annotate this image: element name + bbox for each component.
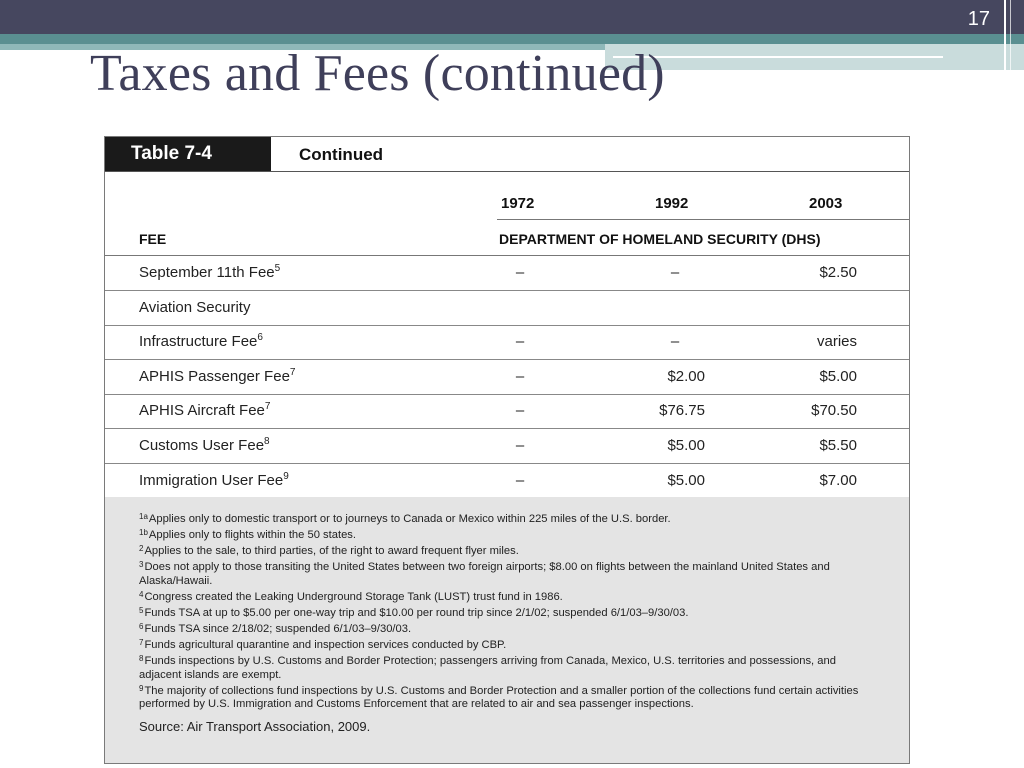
cell-2003: $70.50	[811, 402, 857, 420]
footnote-mark: 1b	[139, 528, 148, 538]
year-1972: 1972	[501, 195, 535, 212]
cell-2003: $2.50	[819, 264, 857, 281]
fee-name	[139, 437, 270, 454]
cell-1992: $2.00	[667, 367, 705, 385]
footnote-text: Funds TSA at up to $5.00 per one-way trip and $10.00 per round trip since 2/1/02; suspended 6/1/03–9/30/03.	[144, 606, 689, 619]
footnote	[139, 655, 881, 682]
fee-name	[139, 333, 263, 350]
cell-1992: $5.00	[667, 471, 705, 489]
fee-name	[139, 472, 289, 489]
cell-1972: –	[515, 367, 525, 385]
year-2003: 2003	[809, 195, 843, 212]
cell-1972: –	[515, 471, 525, 489]
footnote-mark: 2	[139, 544, 144, 554]
footnote	[139, 685, 881, 712]
cell-1992: $5.00	[667, 437, 705, 454]
cell-2003: $5.00	[819, 367, 857, 385]
table-row	[105, 394, 909, 429]
footnote-text: Applies to the sale, to third parties, of the right to award frequent flyer miles.	[144, 545, 519, 558]
footnote-marker: 6	[257, 332, 263, 344]
footnote-text: Does not apply to those transiting the United States between two foreign airports; $8.00 on flights between the mainland United States and Alaska/Hawaii.	[139, 561, 830, 587]
cell-1972: –	[515, 437, 525, 454]
table-row	[105, 429, 909, 464]
cell-1992: $76.75	[659, 402, 705, 420]
footnote-mark: 3	[139, 560, 144, 570]
cell-2003: $5.50	[819, 437, 857, 454]
cell-1992: –	[670, 264, 680, 281]
footnote	[139, 591, 881, 605]
source-note: Source: Air Transport Association, 2009.	[139, 718, 371, 734]
footnote-marker: 9	[283, 470, 289, 482]
footnote-mark: 1a	[139, 512, 148, 521]
footnote-marker: 7	[289, 366, 296, 378]
footnote-mark: 5	[139, 605, 144, 615]
column-header-row	[105, 219, 909, 256]
decor-line	[1004, 0, 1006, 70]
footnote-text: Applies only to flights within the 50 states.	[148, 529, 356, 542]
fee-name	[139, 402, 270, 419]
accent-band-pale	[605, 44, 1024, 70]
table-row	[105, 360, 909, 395]
fee-name-text: Infrastructure Fee	[139, 333, 258, 351]
footnote	[139, 513, 881, 527]
footnote-text: The majority of collections fund inspections by U.S. Customs and Border Protection and a smaller portion of the collections fund certain activities performed by U.S. Immigration and Customs Enforcement that are related to air and sea passenger inspections.	[139, 684, 859, 711]
fee-name-text: APHIS Aircraft Fee	[139, 402, 265, 420]
footnote	[139, 623, 881, 637]
footnote-mark: 7	[139, 638, 144, 648]
footnote-marker: 7	[264, 401, 271, 413]
fee-name-text: September 11th Fee	[139, 264, 275, 281]
cell-1972: –	[515, 264, 525, 281]
fee-name-text: Aviation Security	[139, 298, 251, 316]
fee-name	[139, 299, 250, 316]
table-continued-label: Continued	[299, 145, 384, 164]
slide-number: 17	[967, 8, 990, 30]
cell-2003: varies	[816, 333, 857, 351]
cell-2003: $7.00	[819, 471, 857, 489]
fee-name	[139, 264, 280, 281]
cell-1972: –	[515, 402, 525, 420]
fee-name-text: Customs User Fee	[139, 437, 265, 454]
footnote	[139, 639, 881, 653]
table-row	[105, 325, 909, 360]
footnote-text: Funds agricultural quarantine and inspection services conducted by CBP.	[144, 639, 507, 652]
footnote-mark: 9	[139, 683, 144, 693]
cell-1992: –	[670, 333, 680, 351]
footnote	[139, 529, 881, 543]
department-header: DEPARTMENT OF HOMELAND SECURITY (DHS)	[499, 231, 821, 247]
slide-title: Taxes and Fees (continued)	[90, 45, 665, 102]
cell-1972: –	[515, 333, 525, 351]
year-header	[497, 171, 910, 220]
top-banner	[0, 0, 1024, 34]
footnote-mark: 6	[139, 622, 144, 632]
table-row	[105, 291, 909, 326]
decor-line	[1010, 0, 1011, 70]
table-row	[105, 256, 909, 291]
footnote-text: Funds inspections by U.S. Customs and Border Protection; passengers arriving from Canada, Mexico, U.S. territories and possessions, and adjacent islands are exempt.	[139, 655, 836, 681]
table-row	[105, 464, 909, 499]
fee-name-text: Immigration User Fee	[139, 471, 284, 489]
year-1992: 1992	[655, 195, 689, 212]
footnote	[139, 607, 881, 621]
footnote-marker: 5	[274, 263, 281, 274]
table-header-bar	[105, 137, 909, 172]
footnote	[139, 545, 881, 559]
footnotes	[105, 497, 909, 764]
footnote-marker: 8	[264, 436, 270, 447]
fee-table	[104, 136, 910, 764]
fee-name-text: APHIS Passenger Fee	[139, 367, 290, 385]
footnote-mark: 8	[139, 654, 144, 664]
footnote-text: Congress created the Leaking Underground Storage Tank (LUST) trust fund in 1986.	[144, 590, 563, 603]
table-label: Table 7-4	[105, 137, 271, 171]
fee-name	[139, 368, 295, 385]
fee-column-header: FEE	[139, 231, 167, 247]
footnote-mark: 4	[139, 589, 144, 599]
accent-band	[0, 34, 1024, 44]
footnote-text: Funds TSA since 2/18/02; suspended 6/1/03–9/30/03.	[144, 623, 412, 636]
footnote	[139, 561, 881, 588]
footnote-text: Applies only to domestic transport or to journeys to Canada or Mexico within 225 miles of the U.S. border.	[148, 513, 671, 525]
